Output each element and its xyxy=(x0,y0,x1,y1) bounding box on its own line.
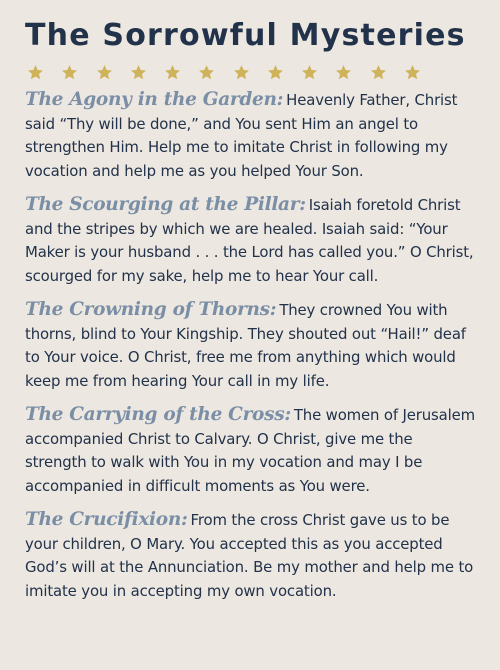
mystery-carrying-of-the-cross xyxy=(25,403,478,498)
star-divider xyxy=(27,64,421,82)
star-icon xyxy=(164,64,181,81)
star-icon xyxy=(370,64,387,81)
mystery-text: Heavenly Father, Christ said “Thy will be done,” and You sent Him an angel to strengthen Him. Help me to imitate Christ in following my vocation and help me as you helped Your Son. xyxy=(25,91,458,180)
mystery-heading: The Agony in the Garden: xyxy=(25,89,284,110)
star-icon xyxy=(301,64,318,81)
mystery-heading: The Carrying of the Cross: xyxy=(25,404,291,425)
star-icon xyxy=(335,64,352,81)
mystery-scourging-at-the-pillar xyxy=(25,193,478,288)
page-title: The Sorrowful Mysteries xyxy=(25,18,466,53)
star-icon xyxy=(61,64,78,81)
star-icon xyxy=(404,64,421,81)
star-icon xyxy=(27,64,44,81)
star-icon xyxy=(96,64,113,81)
mystery-text: From the cross Christ gave us to be your children, O Mary. You accepted this as you accepted God’s will at the Annunciation. Be my mother and help me to imitate you in accepting my own vocation. xyxy=(25,511,474,600)
star-icon xyxy=(198,64,215,81)
mysteries-list xyxy=(25,88,478,603)
star-icon xyxy=(130,64,147,81)
mystery-crowning-of-thorns xyxy=(25,298,478,393)
mystery-crucifixion xyxy=(25,508,478,603)
mystery-text: The women of Jerusalem accompanied Christ to Calvary. O Christ, give me the strength to walk with You in my vocation and may I be accompanied in difficult moments as You were. xyxy=(25,406,475,495)
mystery-heading: The Scourging at the Pillar: xyxy=(25,194,306,215)
star-icon xyxy=(267,64,284,81)
mystery-agony-in-the-garden xyxy=(25,88,478,183)
mystery-text: Isaiah foretold Christ and the stripes by which we are healed. Isaiah said: “Your Maker is your husband . . . the Lord has called you.” O Christ, scourged for my sake, help me to hear Your call. xyxy=(25,196,474,285)
mystery-text: They crowned You with thorns, blind to Your Kingship. They shouted out “Hail!” deaf to Your voice. O Christ, free me from anything which would keep me from hearing Your call in my life. xyxy=(25,301,466,390)
mystery-heading: The Crowning of Thorns: xyxy=(25,299,277,320)
star-icon xyxy=(233,64,250,81)
mystery-heading: The Crucifixion: xyxy=(25,509,188,530)
